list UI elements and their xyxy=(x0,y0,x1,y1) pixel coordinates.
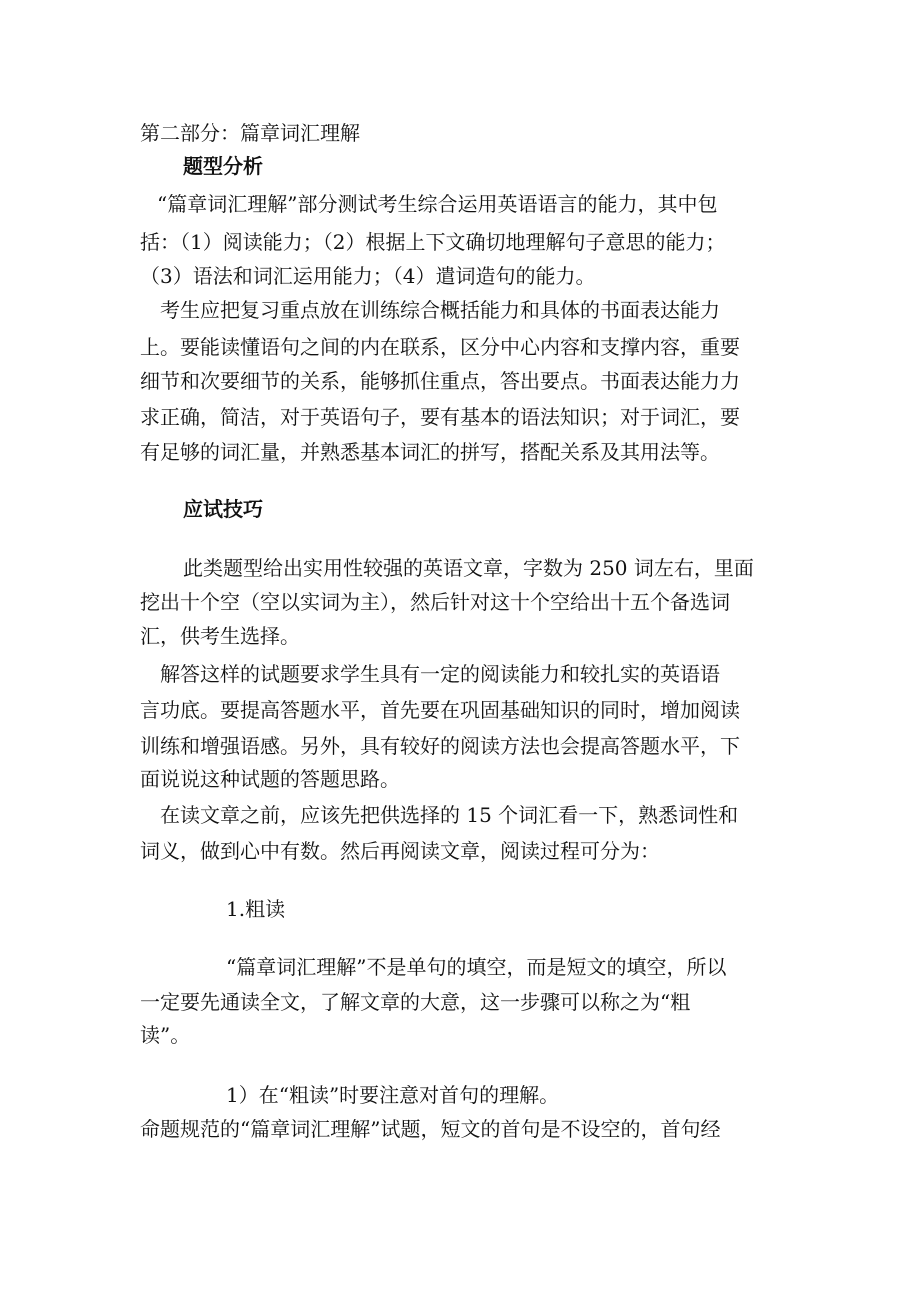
paragraph-line: 细节和次要细节的关系，能够抓住重点，答出要点。书面表达能力力 xyxy=(140,369,740,393)
part-title: 第二部分：篇章词汇理解 xyxy=(140,121,360,145)
section-heading-analysis: 题型分析 xyxy=(183,154,263,178)
section-heading-tips: 应试技巧 xyxy=(183,497,263,521)
paragraph-line: 此类题型给出实用性较强的英语文章，字数为 250 词左右，里面 xyxy=(183,556,754,580)
paragraph-line: 汇，供考生选择。 xyxy=(140,624,300,648)
paragraph-line: 考生应把复习重点放在训练综合概括能力和具体的书面表达能力 xyxy=(160,298,720,322)
paragraph-line: 面说说这种试题的答题思路。 xyxy=(140,767,400,791)
paragraph-line: 在读文章之前，应该先把供选择的 15 个词汇看一下，熟悉词性和 xyxy=(160,803,739,827)
paragraph-line: “篇章词汇理解”部分测试考生综合运用英语语言的能力，其中包 xyxy=(157,192,718,216)
paragraph-line: “篇章词汇理解”不是单句的填空，而是短文的填空，所以 xyxy=(226,955,727,979)
paragraph-line: 挖出十个空（空以实词为主），然后针对这十个空给出十五个备选词 xyxy=(140,590,730,614)
paragraph-line: 解答这样的试题要求学生具有一定的阅读能力和较扎实的英语语 xyxy=(160,662,720,686)
step-heading-skim: 1.粗读 xyxy=(226,897,286,921)
paragraph-line: 词义，做到心中有数。然后再阅读文章，阅读过程可分为： xyxy=(140,839,660,863)
paragraph-line: 读”。 xyxy=(140,1023,191,1047)
paragraph-line: 求正确，简洁，对于英语句子，要有基本的语法知识；对于词汇，要 xyxy=(140,405,740,429)
paragraph-line: 括：（1）阅读能力；（2）根据上下文确切地理解句子意思的能力； xyxy=(140,230,726,254)
paragraph-line: 有足够的词汇量，并熟悉基本词汇的拼写，搭配关系及其用法等。 xyxy=(140,440,720,464)
paragraph-line: 一定要先通读全文，了解文章的大意，这一步骤可以称之为“粗 xyxy=(140,990,691,1014)
paragraph-line: （3）语法和词汇运用能力；（4）遣词造句的能力。 xyxy=(140,264,596,288)
paragraph-line: 言功底。要提高答题水平，首先要在巩固基础知识的同时，增加阅读 xyxy=(140,698,740,722)
substep-first-sentence: 1）在“粗读”时要注意对首句的理解。 xyxy=(226,1083,560,1107)
paragraph-line: 训练和增强语感。另外，具有较好的阅读方法也会提高答题水平，下 xyxy=(140,734,740,758)
paragraph-line: 命题规范的“篇章词汇理解”试题，短文的首句是不设空的，首句经 xyxy=(140,1117,721,1141)
paragraph-line: 上。要能读懂语句之间的内在联系，区分中心内容和支撑内容，重要 xyxy=(140,335,740,359)
